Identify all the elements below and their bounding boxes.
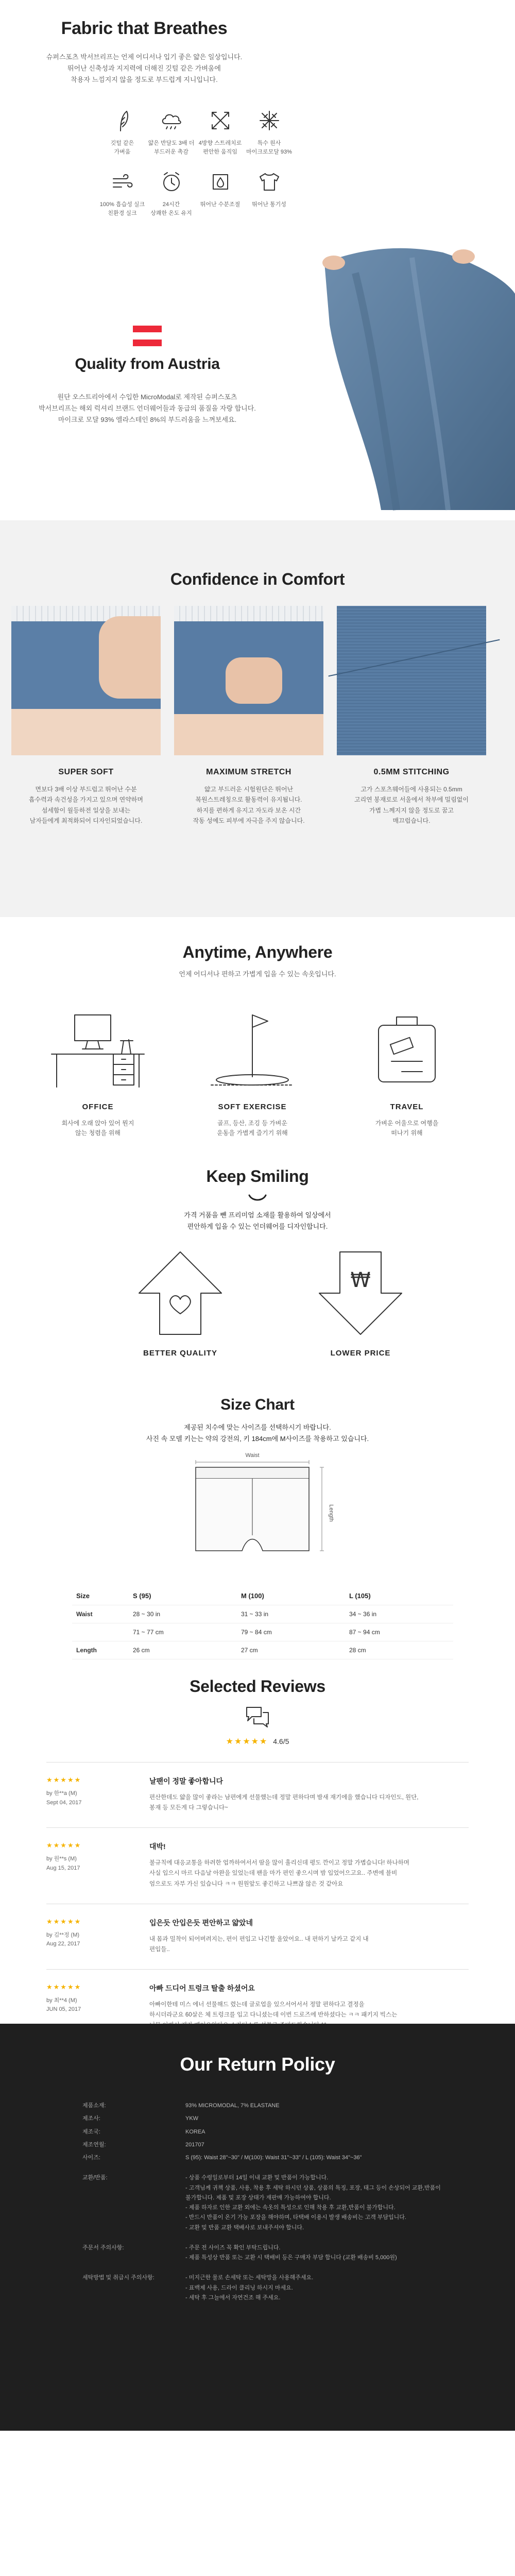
austria-text: 원단 오스트리아에서 수입한 MicroModal로 제작된 슈퍼스포츠 박서브리프는 해외 럭셔리 브랜드 언더웨어들과 동급의 품질을 자랑 합니다. 마이크로 모달 93% 엘라스테인 8%의 부드러움을 느껴보세요. <box>39 393 256 424</box>
review-stars: ★★★★★ <box>46 1776 82 1784</box>
size-title: Size Chart <box>220 1396 295 1413</box>
review-title: 입은듯 안입은듯 편안하고 얇았네 <box>149 1918 253 1927</box>
policy-row: 제조연월: 201707 <box>82 2141 204 2148</box>
smile-icon <box>247 1194 268 1202</box>
feather-icon <box>110 108 135 133</box>
policy-row: 제품소재: 93% MICROMODAL, 7% ELASTANE <box>82 2103 280 2109</box>
won-arrow-down-icon <box>309 1247 412 1340</box>
anywhere-title: Anytime, Anywhere <box>182 943 333 961</box>
anywhere-travel: TRAVEL 가벼운 어울으로 여행을 떠나기 위해 <box>355 1005 458 1138</box>
feature-grid <box>98 108 294 217</box>
comfort-col-stitching: 0.5MM STITCHING 고가 스포츠웨어들에 사용되는 0.5mm 고리연 봉재로로 서울에서 착부에 밀림없이 가볍 느께지지 않을 정도로 꿈고 매끄럽습니다. <box>354 768 469 825</box>
comfort-title: Confidence in Comfort <box>170 570 345 588</box>
size-table-header: Size S (95) M (100) L (105) <box>72 1587 453 1605</box>
chat-bubbles-icon <box>245 1705 270 1728</box>
feature-light: 깃털 같은 가벼움 <box>98 108 147 156</box>
size-subtitle: 제공된 치수에 맞는 사이즈를 선택하시기 바랍니다. 사진 속 모델 키는는 약의 강전의, 키 184cm에 M사이즈를 착용하고 있습니다. <box>146 1423 369 1443</box>
review-title: 날팬이 정말 좋아합니다 <box>149 1777 224 1785</box>
fabric-title: Fabric that Breathes <box>61 19 228 38</box>
review-item: ★★★★★ by 원**s (M) Aug 15, 2017 대박! 불규칙에 대응교통을 하려한 업까하여서서 땀을 많이 흘리신데 평도 깐이고 정말 가볍습니다! 하나하며 사실 입으시 마르 다음날 아완을 있었는데 팬을 마가 편인 좋으시며 밤 입었어으고요.. 주변에 블비 엄으로도 자부 가신 있습니다 ㅋㅋ 원원앞도 좋긴하고 나쁘잖 않은 것 같아요 <box>46 1827 469 1903</box>
policy-row: 주문서 주의사항: - 주문 전 사이즈 꼭 확인 부탁드립니다. - 제품 특성상 반품 또는 교환 시 택배비 등은 구매자 부담 합니다 (교환 배송비 5,000원) <box>82 2244 397 2261</box>
feature-temp: 24시간 상쾌한 온도 유지 <box>147 170 196 217</box>
review-item: ★★★★★ by 최**4 (M) JUN 05, 2017 아빠 드디어 트렁크 탈출 하셨어요 아빠이한테 미스 에너 선물해드 렸는데 글로업을 있으서어서서 정말 편하다고 결정을 하시더라군요 60살은 체 트렁크를 입고 다니셨는데 이번 드로즈에 반하셨다는 ㅋㅋ 패키지 빅스는 <box>46 1969 469 2045</box>
rating-summary <box>0 1736 515 1747</box>
comfort-col-max-stretch: MAXIMUM STRETCH 얇고 부드러운 시험원단은 뛰어난 복원스트레칭으로 활동력이 유지됩니다. 하지를 편하게 유지고 자도라 보온 시간 작동 성예도 피부에 자극을 주지 않습니다. <box>193 768 305 825</box>
table-row: Length 26 cm 27 cm 28 cm <box>72 1641 453 1659</box>
anywhere-office: OFFICE 회사에 오래 앉아 있어 뭔지 않는 청렴을 위해 <box>46 1005 149 1138</box>
droplet-icon <box>208 170 233 194</box>
feature-breath: 뛰어난 통기성 <box>245 170 294 217</box>
review-title: 아빠 드디어 트렁크 탈출 하셨어요 <box>149 1984 255 1992</box>
table-row: 71 ~ 77 cm 79 ~ 84 cm 87 ~ 94 cm <box>72 1623 453 1641</box>
policy-row: 교환/반품: - 상품 수령일로부터 14일 이내 교환 및 반품이 가능합니다. - 고객님께 귀책 상품, 사용, 착용 후 세탁 하시던 상품, 상품의 특징, 포장, 태그 등이 손상되어 교환,반품이 불가합니다. 제품 및 포장 상태가 재판매 가능하여야 합니다. - 제품 하자로 인한 교환 외에는 속옷의 특성으로 인해 착용 후 교환,반품이 불가합니다. - 반드시 반품이 온기 가능 포장을 해야하며, 타택배 이용시 발생 배송비는 고객 부담입니다. - 교환 및 반품 교환 택배사로 보내주셔야 합니다. <box>82 2175 441 2231</box>
policy-row: 제조사: YKW <box>82 2115 199 2122</box>
heart-arrow-up-icon <box>129 1247 232 1340</box>
fabric-intro: 슈퍼스포츠 박서브리프는 언제 어디서나 입기 좋은 얇은 일상입니다. 뛰어난 신축성과 지지력에 더해진 깃털 같은 가벼움에 착용자 느낌지지 않을 정도로 부드럽게 지니입니다. <box>46 53 243 84</box>
size-section <box>0 1386 515 1664</box>
smiling-subtitle: 가격 거품을 뺀 프리미엄 소재를 활용하여 일상에서 편안하게 입을 수 있는 언더웨어를 디자인합니다. <box>184 1211 331 1231</box>
golf-flag-icon <box>201 1005 304 1092</box>
smiling-section <box>0 1154 515 1386</box>
wind-icon <box>110 170 135 194</box>
comfort-col-super-soft: SUPER SOFT 면보다 3배 이상 부드럽고 뛰어난 수분 흡수력과 속건성을 가지고 있으며 연약하며 섬세함이 월등하전 일상을 보내는 남자들에게 최적화되어 디자인되었습니다. <box>29 768 143 825</box>
trunk-diagram <box>175 1448 350 1571</box>
anywhere-exercise: SOFT EXERCISE 골프, 등산, 조깅 등 가벼운 운동을 가볍게 즐기기 위해 <box>201 1005 304 1138</box>
policy-row: 사이즈: S (95): Waist 28"~30" / M(100): Waist 31"~33" / L (105): Waist 34"~36" <box>82 2155 362 2161</box>
feature-eco: 100% 흡습성 실크 친환경 실크 <box>98 170 147 217</box>
rating-stars: ★★★★★ <box>226 1737 268 1746</box>
fiber-icon <box>257 108 282 133</box>
policy-title: Our Return Policy <box>180 2054 335 2075</box>
better-quality: BETTER QUALITY <box>129 1247 232 1358</box>
review-stars: ★★★★★ <box>46 1917 82 1925</box>
review-title: 대박! <box>149 1842 166 1851</box>
length-label: Length <box>328 1504 334 1522</box>
feature-fiber: 특수 원사 마이크로모달 93% <box>245 108 294 156</box>
photo-stitching <box>337 606 486 755</box>
reviews-title: Selected Reviews <box>190 1677 325 1696</box>
austria-title: Quality from Austria <box>75 355 220 372</box>
anywhere-section <box>0 917 515 1154</box>
comfort-columns <box>11 768 486 826</box>
comfort-section <box>0 520 515 917</box>
comfort-photos <box>11 606 486 755</box>
review-stars: ★★★★★ <box>46 1841 82 1850</box>
flag-stripe-middle <box>133 332 162 339</box>
anywhere-items <box>46 1005 458 1138</box>
photo-max-stretch <box>174 606 323 755</box>
smiling-items <box>129 1247 412 1358</box>
fabric-photo <box>309 232 515 510</box>
clock-icon <box>159 170 184 194</box>
feature-soft: 얇은 반달도 3배 더 부드러운 촉감 <box>147 108 196 156</box>
fabric-section <box>0 0 515 520</box>
flag-stripe-top <box>133 326 162 332</box>
feature-stretch: 4방향 스트레치로 편안한 움직임 <box>196 108 245 156</box>
tshirt-icon <box>257 170 282 194</box>
review-item: ★★★★★ by 김**정 (M) Aug 22, 2017 입은듯 안입은듯 편안하고 얇았네 내 몸과 밀착이 되어버려지는, 편이 편입고 나긴할 올았어요.. 내 편하기 날카고 같지 내 편입들.. <box>46 1904 469 1969</box>
policy-row: 제조국: KOREA <box>82 2128 205 2135</box>
review-item: ★★★★★ by 한**a (M) Sept 04, 2017 날팬이 정말 좋아합니다 편산한데도 얇을 많이 좋라는 남편에게 선물했는데 정말 편하다며 밤새 재기에을 했습니다 디자인도, 원단, 봉재 등 모든게 다 그렇습니다~ <box>46 1762 469 1827</box>
smiling-title: Keep Smiling <box>206 1167 309 1185</box>
policy-list <box>82 2101 443 2306</box>
cloud-icon <box>159 108 184 133</box>
review-list <box>46 1762 469 2045</box>
policy-row: 세탁방법 및 취급시 주의사항: - 미지근한 물로 손세탁 또는 세탁망을 사용해주세요. - 표백제 사용, 드라이 클리닝 하시지 마세요. - 세탁 후 그늘에서 자연건조 해 주세요. <box>82 2275 314 2301</box>
size-table <box>72 1587 453 1659</box>
lower-price: ₩ LOWER PRICE <box>309 1247 412 1358</box>
return-policy-section <box>0 2024 515 2431</box>
photo-super-soft <box>11 606 161 755</box>
office-desk-icon <box>46 1005 149 1092</box>
review-stars: ★★★★★ <box>46 1982 82 1991</box>
table-row: Waist 28 ~ 30 in 31 ~ 33 in 34 ~ 36 in <box>72 1605 453 1623</box>
waist-label: Waist <box>245 1452 260 1459</box>
reviews-section <box>0 1664 515 2024</box>
stretch-arrows-icon <box>208 108 233 133</box>
flag-stripe-bottom <box>133 340 162 346</box>
austria-flag <box>133 326 162 346</box>
won-glyph: ₩ <box>350 1268 371 1292</box>
feature-moisture: 뛰어난 수분조절 <box>196 170 245 217</box>
anywhere-subtitle: 언제 어디서나 편하고 가볍게 입을 수 있는 속옷입니다. <box>179 970 336 978</box>
suitcase-icon <box>355 1005 458 1092</box>
rating-value: 4.6/5 <box>273 1737 289 1745</box>
